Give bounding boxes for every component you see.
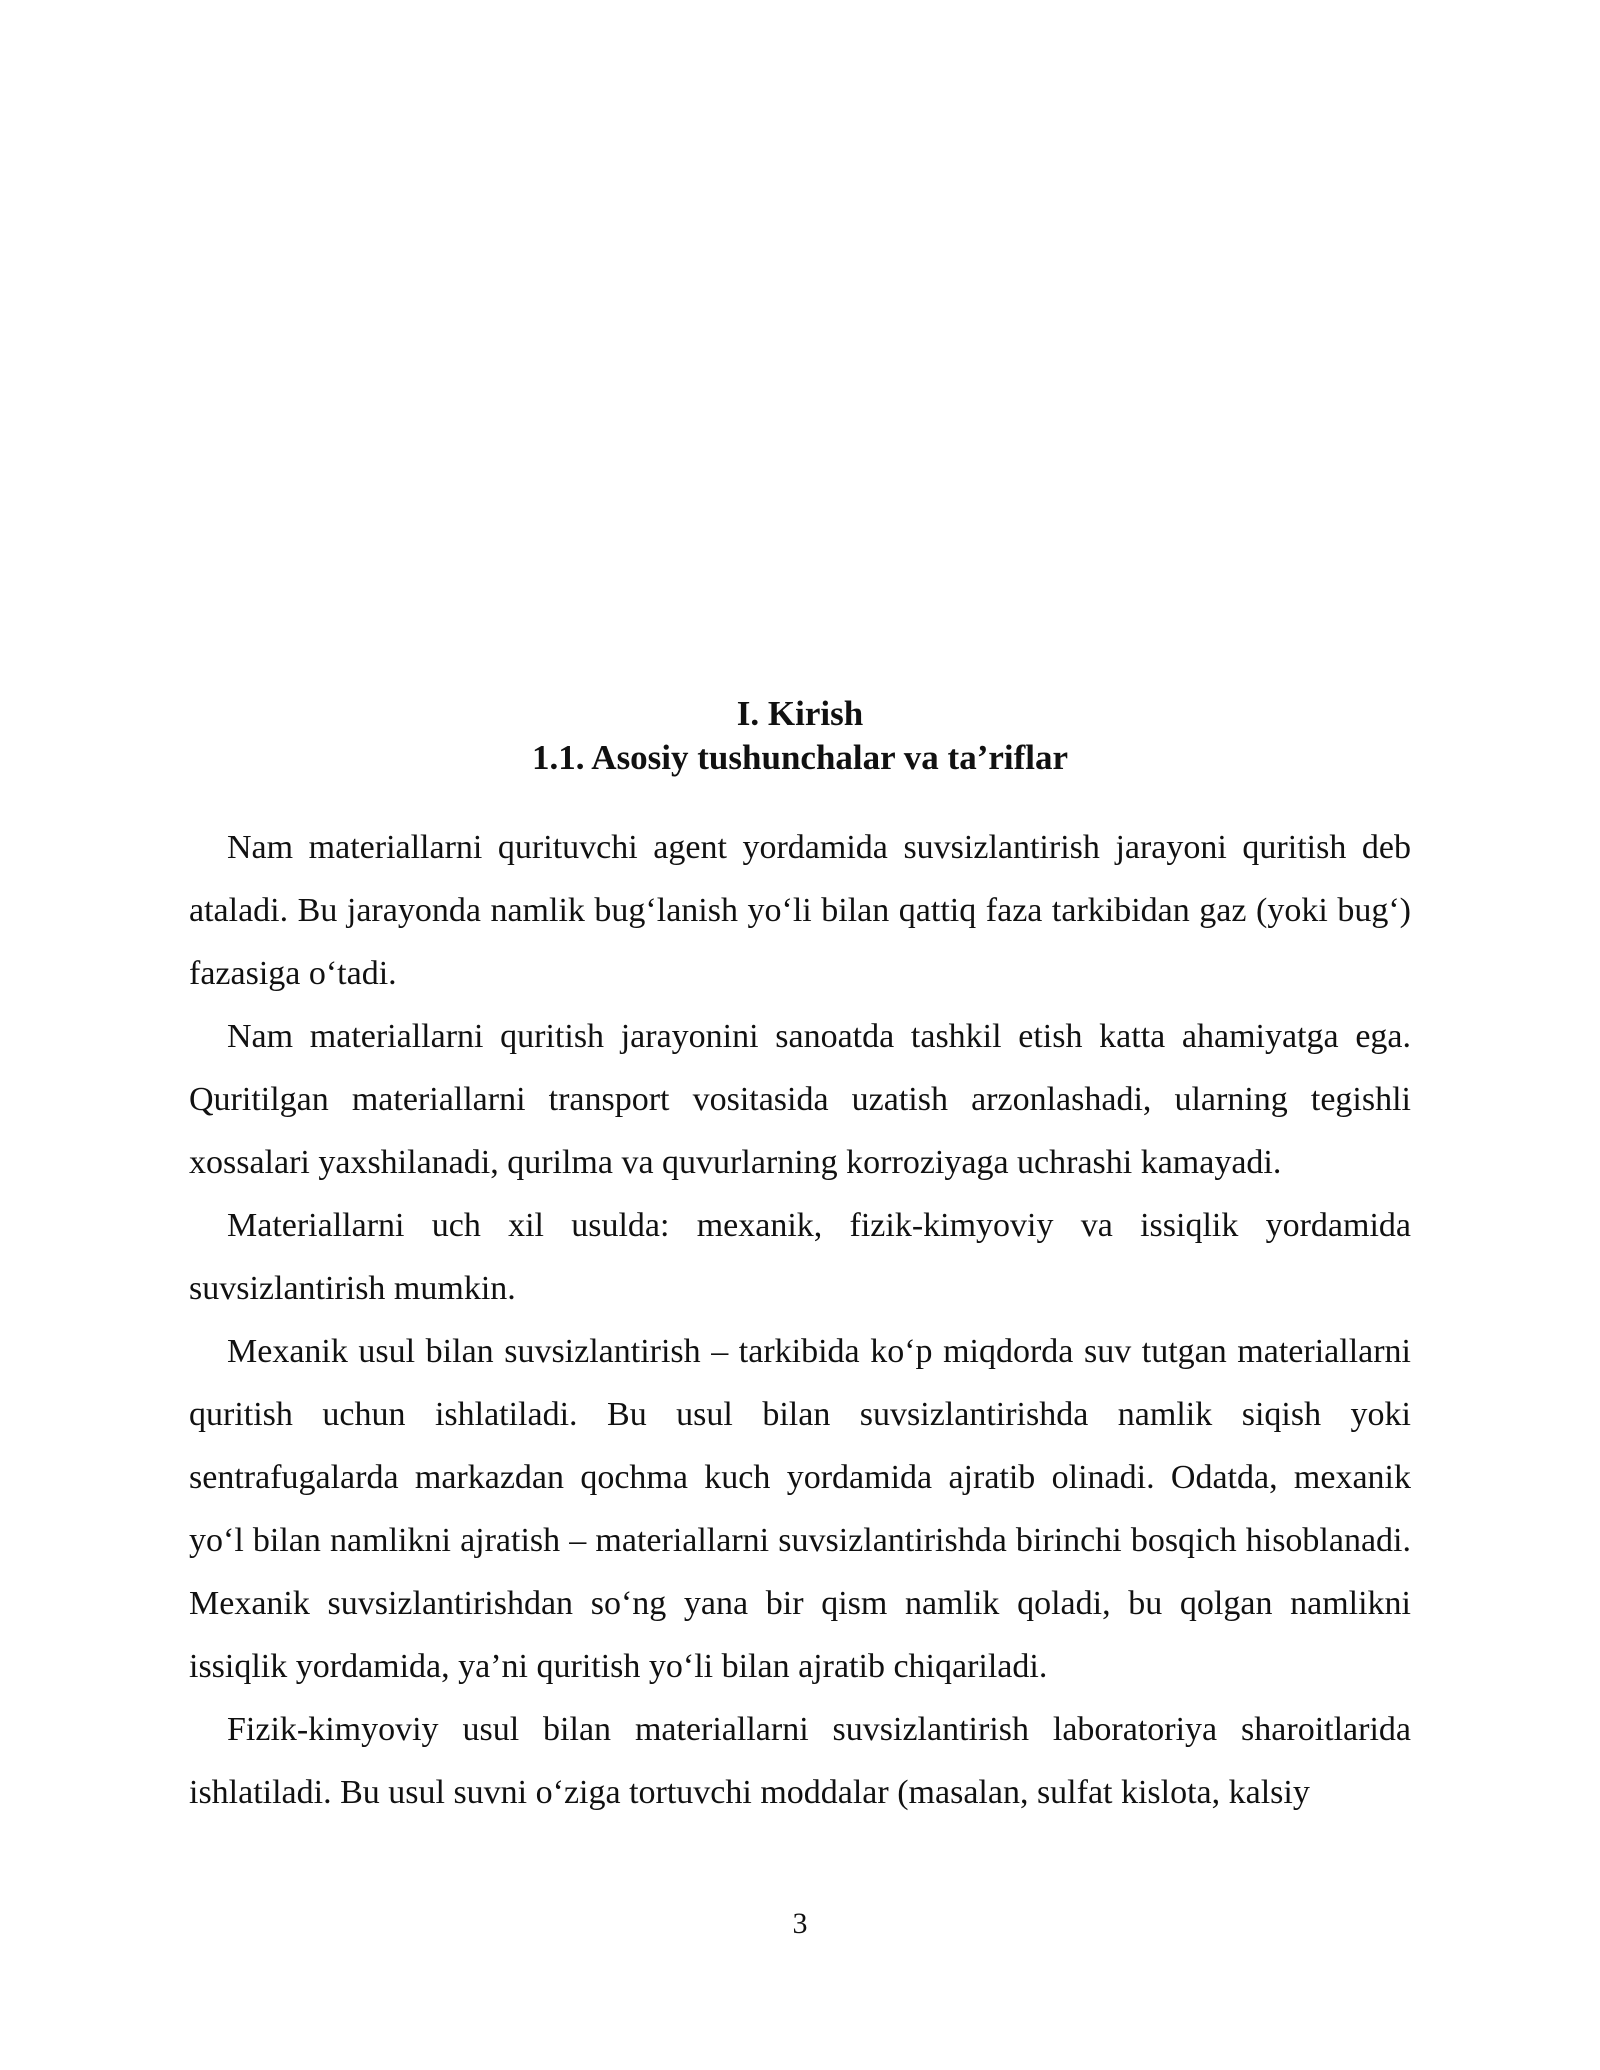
chapter-title: I. Kirish bbox=[736, 694, 864, 733]
paragraph: Nam materiallarni quritish jarayonini sanoatda tashkil etish katta ahamiyatga ega. Quritilgan materiallarni transport vositasida uzatish arzonlashadi, ularning tegishli xossalari yaxshilanadi, qurilma va quvurlarning korroziyaga uchrashi kamayadi. bbox=[189, 1018, 1411, 1181]
paragraph: Fizik-kimyoviy usul bilan materiallarni suvsizlantirish laboratoriya sharoitlarida ishlatiladi. Bu usul suvni o‘ziga tortuvchi moddalar (masalan, sulfat kislota, kalsiy bbox=[189, 1711, 1411, 1811]
paragraph: Materiallarni uch xil usulda: mexanik, fizik-kimyoviy va issiqlik yordamida suvsizlantirish mumkin. bbox=[189, 1207, 1411, 1307]
paragraph: Nam materiallarni qurituvchi agent yordamida suvsizlantirish jarayoni quritish deb ataladi. Bu jarayonda namlik bug‘lanish yo‘li bilan qattiq faza tarkibidan gaz (yoki bug‘) fazasiga o‘tadi. bbox=[189, 829, 1411, 992]
section-title: 1.1. Asosiy tushunchalar va ta’riflar bbox=[531, 738, 1069, 777]
paragraph: Mexanik usul bilan suvsizlantirish – tarkibida ko‘p miqdorda suv tutgan materiallarni quritish uchun ishlatiladi. Bu usul bilan suvsizlantirishda namlik siqish yoki sentrafugalarda markazdan qochma kuch yordamida ajratib olinadi. Odatda, mexanik yo‘l bilan namlikni ajratish – materiallarni suvsizlantirishda birinchi bosqich hisoblanadi. Mexanik suvsizlantirishdan so‘ng yana bir qism namlik qoladi, bu qolgan namlikni issiqlik yordamida, ya’ni quritish yo‘li bilan ajratib chiqariladi. bbox=[189, 1333, 1411, 1685]
page-number: 3 bbox=[792, 1907, 808, 1940]
body-text bbox=[189, 816, 1411, 1824]
